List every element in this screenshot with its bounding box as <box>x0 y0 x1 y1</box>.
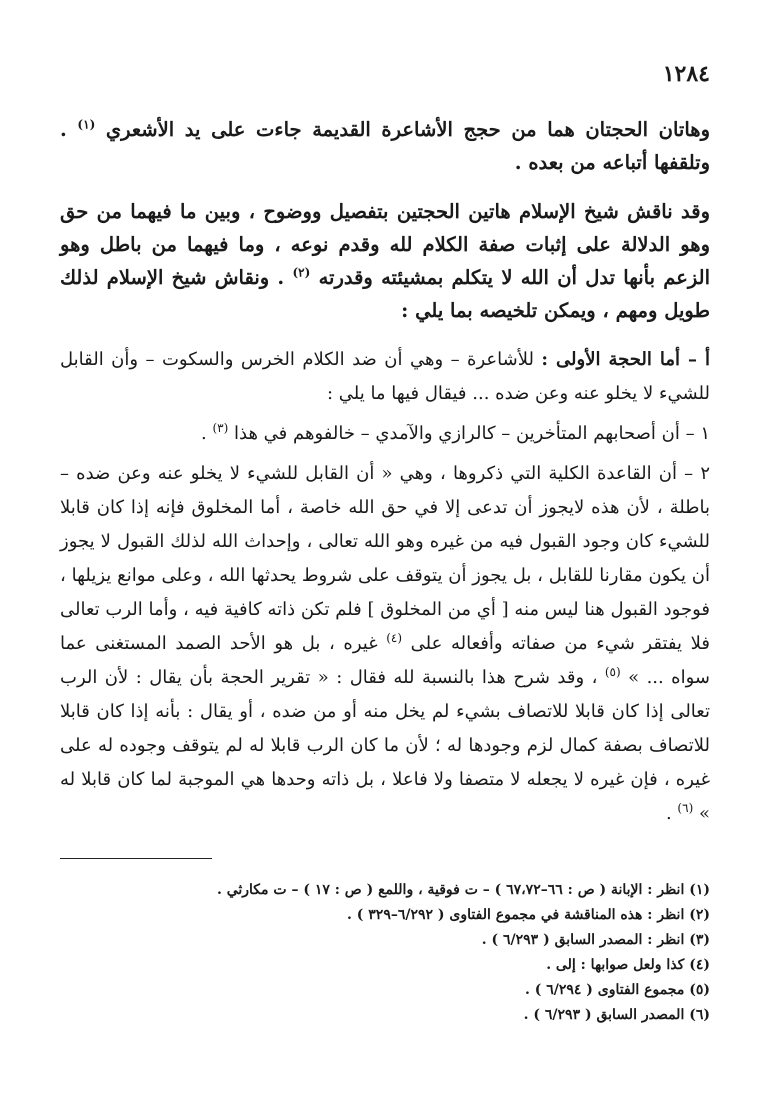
text-segment: ٢ – أن القاعدة الكلية التي ذكروها ، وهي « أن القابل للشيء لا يخلو عنه وعن ضده – باطلة ، لأن هذه لايجوز أن تدعى إلا في حق الله خاصة ، أما المخلوق فإنه إذا كان قابلا للشيء كان وجود القبول فيه من غيره وهو الله تعالى ، وإحداث الله لذلك القبول لا يجوز أن يكون مقارنا للقابل ، بل يجوز أن يتوقف على شروط يحدثها الله ، وعلى موانع يزيلها ، فوجود القبول هنا ليس منه [ أي من المخلوق ] فلم تكن ذاته كافية فيه ، وأما الرب تعالى فلا يفتقر شيء من صفاته وأفعاله على <box>60 463 710 654</box>
text-segment: للأشاعرة – وهي أن ضد الكلام الخرس والسكوت – وأن القابل للشيء لا يخلو عنه وعن ضده ... فيقال فيها ما يلي : <box>60 349 710 404</box>
text-segment: وقد ناقش شيخ الإسلام هاتين الحجتين بتفصيل ووضوح ، وبين ما فيهما من حق وهو الدلالة على إثبات صفة الكلام لله وقدم نوعه ، وما فيهما من باطل وهو الزعم بأنها تدل أن الله لا يتكلم بمشيئته وقدرته <box>60 200 711 289</box>
page-number: ١٢٨٤ <box>662 61 710 87</box>
text-segment: وهاتان الحجتان هما من حجج الأشاعرة القديمة جاءت على يد الأشعري <box>105 118 710 141</box>
footnote: (٤) كذا ولعل صوابها : إلى . <box>546 957 710 973</box>
main-text <box>60 113 710 831</box>
paragraph-point-2 <box>60 457 710 831</box>
text-segment: . <box>665 803 672 824</box>
footnotes <box>60 878 710 1028</box>
footnote: (٥) مجموع الفتاوى ( ٦/٢٩٤ ) . <box>524 982 710 998</box>
footnote: (٦) المصدر السابق ( ٦/٢٩٣ ) . <box>523 1007 710 1023</box>
footnote: (١) انظر : الإبانة ( ص : ٦٦–٦٧،٧٢ ) – ت فوقية ، واللمع ( ص : ١٧ ) – ت مكارثي . <box>216 882 710 898</box>
paragraph-intro <box>60 113 710 179</box>
footnote-divider <box>60 858 212 859</box>
footnote-ref: (١) <box>77 117 96 132</box>
text-segment: ، وقد شرح هذا بالنسبة لله فقال : « تقرير الحجة بأن يقال : لأن الرب تعالى إذا كان قابلا للاتصاف بشيء لم يخل منه أو من ضده ، أو يقال : بأنه إذا كان قابلا للاتصاف بصفة كمال لزم وجودها له ؛ لأن ما كان الرب قابلا له لم يتوقف وجوده له على غيره ، فإن غيره لا يجعله لا متصفا ولا فاعلا ، بل ذاته وحدها هي الموجبة لما كان قابلا له » <box>60 667 710 824</box>
footnote-ref: (٤) <box>386 631 403 645</box>
footnote-ref: (٣) <box>212 421 229 435</box>
footnote-ref: (٦) <box>677 801 694 815</box>
page <box>60 55 710 1075</box>
section-heading: أ – أما الحجة الأولى : <box>541 349 710 370</box>
footnote: (٣) انظر : المصدر السابق ( ٦/٢٩٣ ) . <box>481 932 710 948</box>
paragraph-first-argument <box>60 343 710 411</box>
text-segment: ١ – أن أصحابهم المتأخرين – كالرازي والآمدي – خالفوهم في هذا <box>234 423 710 444</box>
footnote-ref: (٢) <box>292 265 311 280</box>
paragraph-point-1 <box>60 417 710 451</box>
text-segment: غيره ، بل هو الأحد الصمد المستغنى عما سواه ... » <box>60 633 710 688</box>
paragraph-discussion <box>60 195 710 327</box>
footnote: (٢) انظر : هذه المناقشة في مجموع الفتاوى ( ٦/٢٩٢–٣٢٩ ) . <box>347 907 710 923</box>
text-segment: . <box>200 423 207 444</box>
text-segment: . ونقاش شيخ الإسلام لذلك طويل ومهم ، ويمكن تلخيصه بما يلي : <box>60 266 710 322</box>
text-segment: . وتلقفها أتباعه من بعده . <box>60 118 710 174</box>
footnote-ref: (٥) <box>604 665 621 679</box>
